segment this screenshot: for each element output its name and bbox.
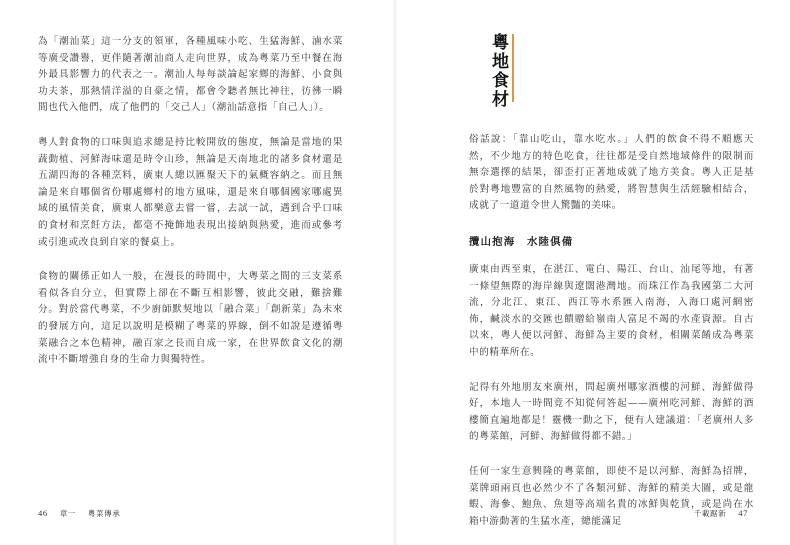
body-paragraph: 俗話說：「靠山吃山，靠水吃水。」人們的飲食不得不順應天然，不少地方的特色吃食，往往都是受自然地域條件的限制而無奈選擇的結果，卻歪打正著地成就了地方美食。粵人正是基於對粵地豐富的自然風物的熱愛，將智慧與生活經驗相結合，成就了一道道令世人驚豔的美味。 (469, 134, 754, 212)
body-paragraph: 任何一家生意興隆的粵菜館，即使不是以河鮮、海鮮為招牌，菜牌頭兩頁也必然少不了各類河鮮、海鮮的精美大圖，或是龍蝦、海參、鮑魚、魚翅等高端名貴的冰鮮與乾貨，或是尚在水箱中游動著的生猛水產，總能滿足 (469, 465, 754, 527)
page-number: 46 (38, 508, 48, 518)
right-text-column (469, 132, 754, 530)
section-title: 粵地食材 (488, 33, 508, 109)
chapter-label: 章一 (59, 509, 76, 518)
body-paragraph: 為「潮汕菜」這一分支的領軍，各種風味小吃、生猛海鮮、滷水菜等廣受讚譽，更伴隨著潮汕商人走向世界，成為粵菜乃至中餐在海外最具影響力的代表之一。潮汕人每每談論起家鄉的海鮮、小食與功夫茶，那熱情洋溢的自豪之情，都會令聽者無比神往，彷彿一瞬間也代入他們，成了他們的「交己人」（潮汕話意指「自己人」）。 (38, 36, 343, 114)
body-paragraph: 粵人對食物的口味與追求總是持比較開放的態度，無論是當地的果蔬動植、河鮮海味還是時令山珍，無論是天南地北的諸多食材還是五湖四海的各種烹料，廣東人總以匯聚天下的氣概容納之。而且無論是來自哪個省份哪處鄉村的地方風味，還是來自哪個國家哪處異域的風情美食，廣東人都樂意去嘗一嘗，去試一試，遇到合乎口味的食材和烹飪方法，都毫不掩飾地表現出接納與熱愛，進而或參考或引進或改良到自家的餐桌上。 (38, 136, 343, 248)
body-paragraph: 廣東由西至東，在湛江、電白、陽江、台山、汕尾等地，有著一條望無際的海岸線與遼闊港灣地。而珠江作為我國第二大河流，分北江、東江、西江等水系匯入南海，入海口處河網密佈，鹹淡水的交匯也饋贈給嶺南人富足不竭的水產資源。自古以來，粵人便以河鮮、海鮮為主要的食材，相關菜餚成為粵菜中的精華所在。 (469, 263, 754, 358)
section-label: 千載踞新 (693, 509, 727, 518)
body-paragraph: 記得有外地朋友來廣州，問起廣州哪家酒樓的河鮮、海鮮做得好，本地人一時間竟不知從何答起——廣州吃河鮮、海鮮的酒樓簡直遍地都是！靈機一動之下，便有人建議道：「老廣州人多的粵菜館，河鮮、海鮮做得都不錯。」 (469, 381, 754, 443)
chapter-title: 粵菜傳承 (87, 509, 121, 518)
left-text-column (38, 34, 343, 369)
page-number: 47 (738, 508, 748, 518)
right-folio (694, 508, 748, 519)
left-folio (38, 508, 120, 519)
body-paragraph: 食物的關係正如人一般，在漫長的時間中，大粵菜之間的三支菜系看似各自分立，但實際上卻在不斷互相影響，彼此交融，難捨難分。對於當代粵菜，不少廚師默契地以「融合菜」「創新菜」為未來的發展方向，這足以說明是模糊了粵菜的界線，倒不如說是遵循粵菜融合之本色精神，融百家之長而自成一家，在世界飲食文化的潮流中不斷增強自身的生命力與獨特性。 (38, 271, 343, 366)
subheading: 攬山抱海 水陸俱備 (469, 235, 574, 248)
title-accent-rule (512, 34, 514, 102)
